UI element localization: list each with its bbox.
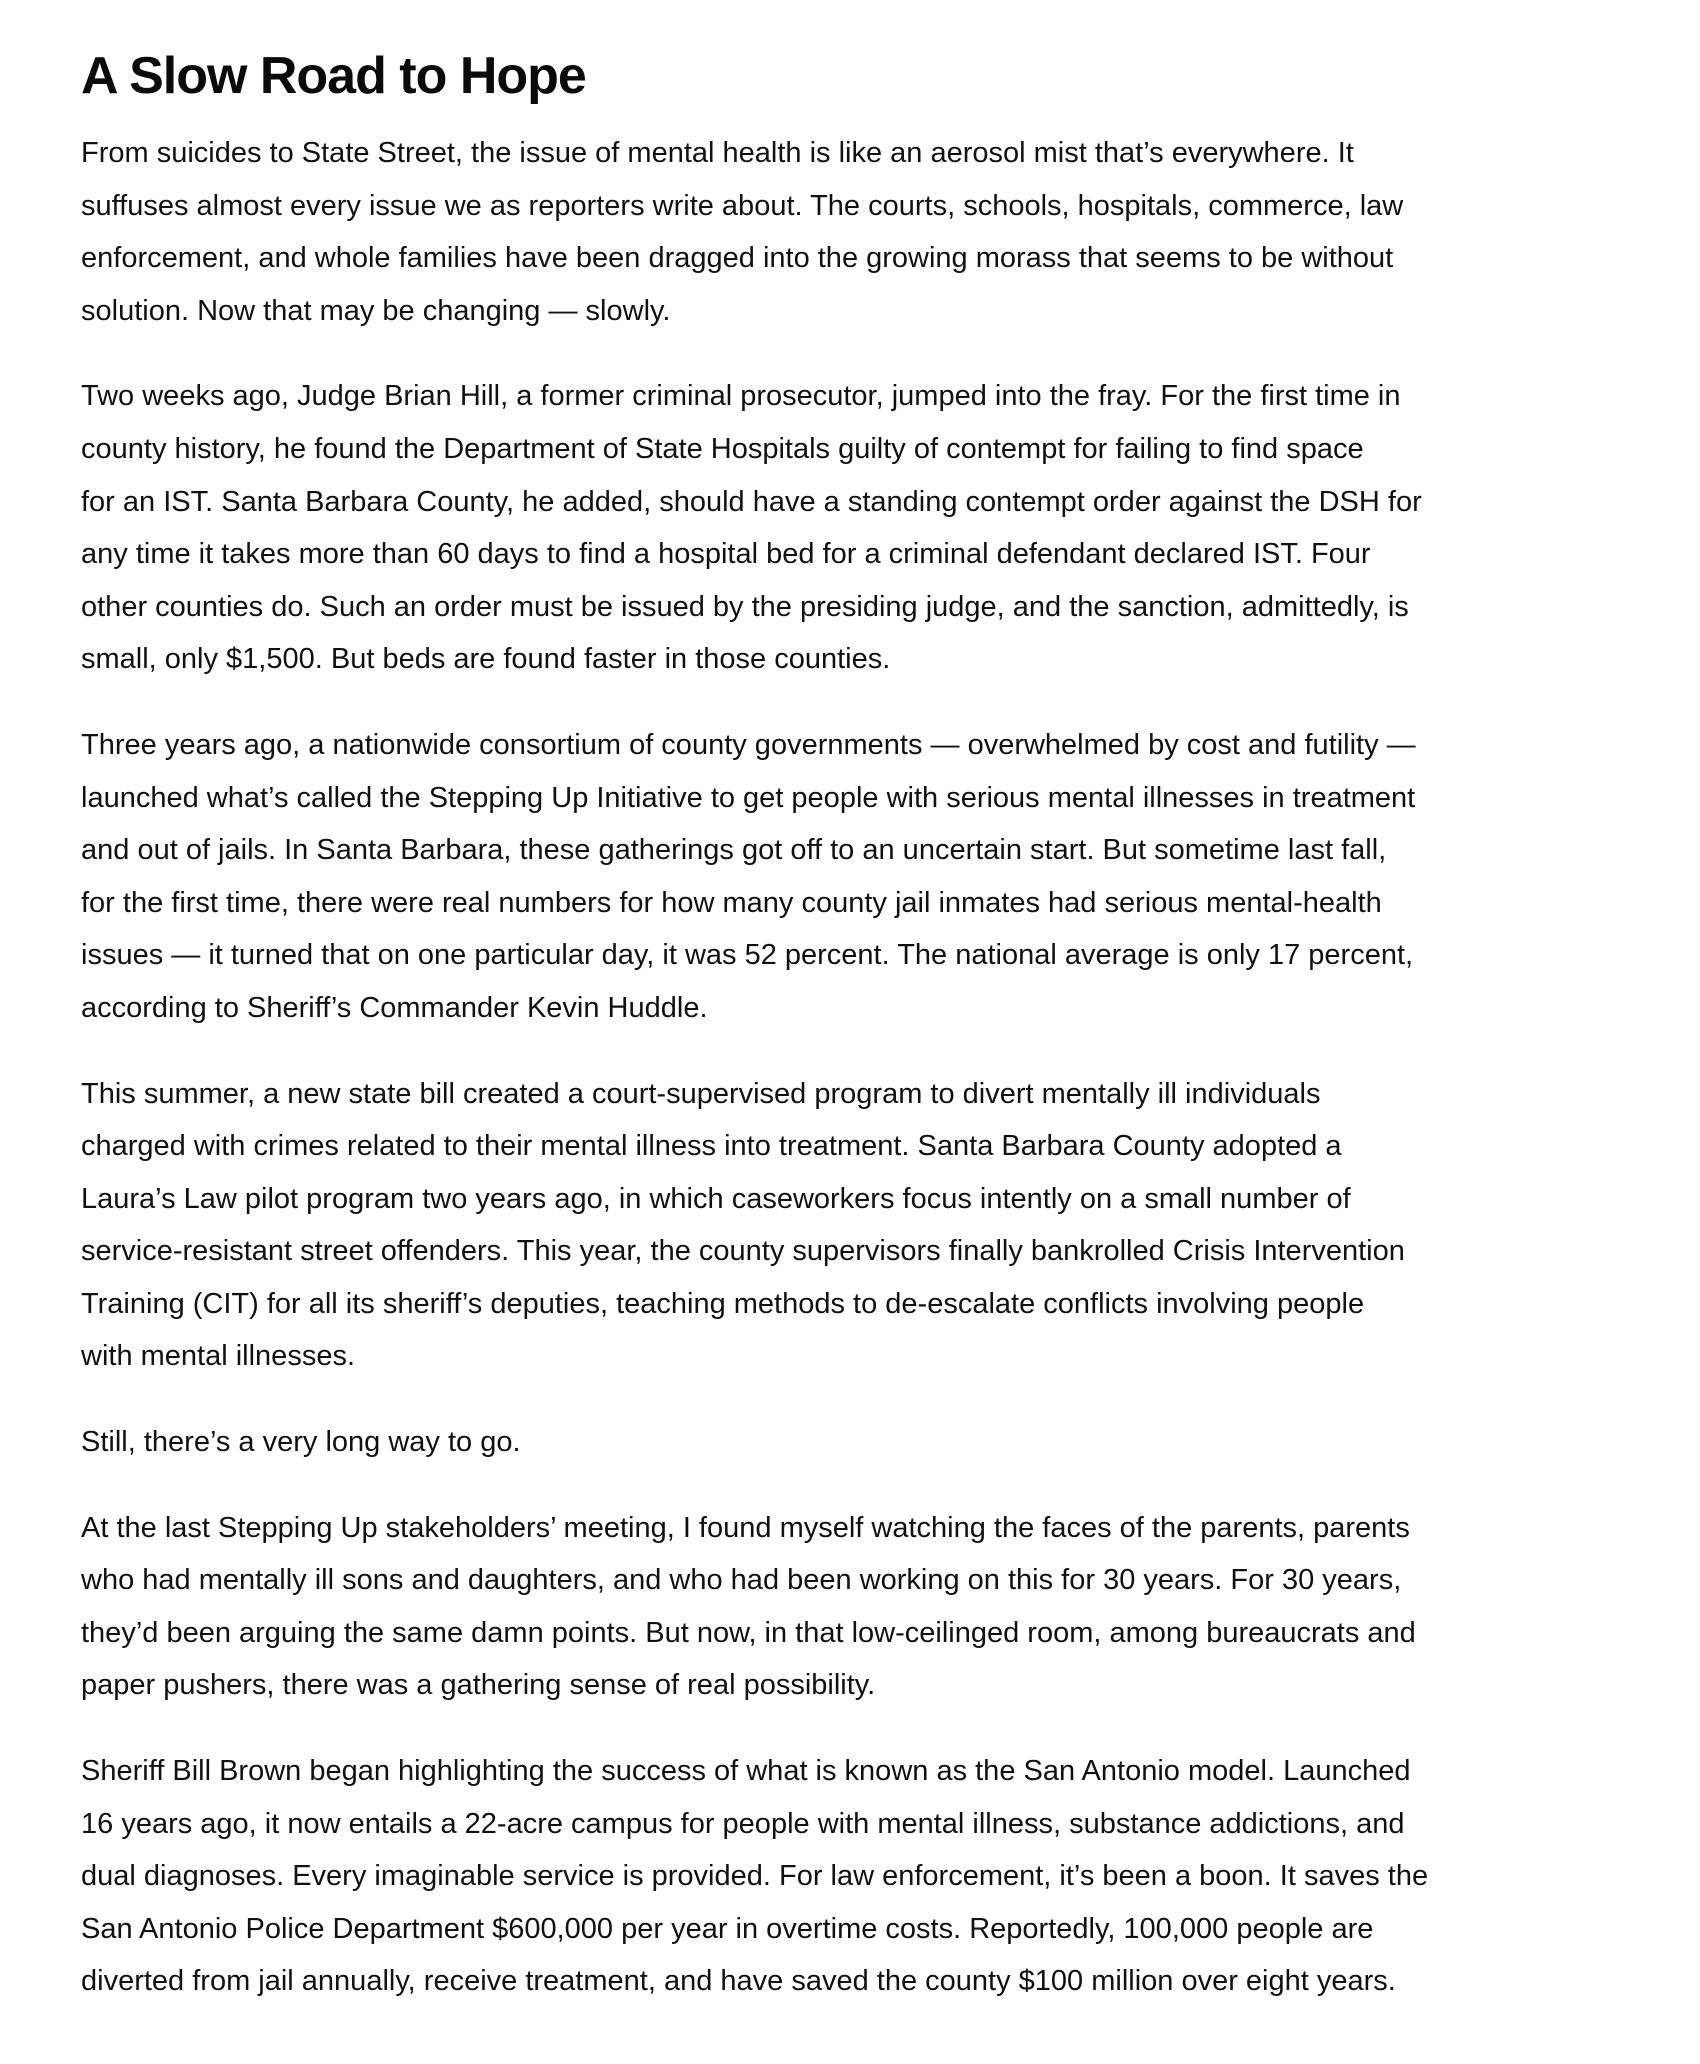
text-line: dual diagnoses. Every imaginable service is provided. For law enforcement, it’s been a boon. It saves the xyxy=(81,1860,1429,1893)
text-line: other counties do. Such an order must be issued by the presiding judge, and the sanction, admittedly, is xyxy=(81,590,1409,623)
text-line: for the first time, there were real numbers for how many county jail inmates had serious mental-health xyxy=(81,886,1382,919)
text-line: solution. Now that may be changing — slowly. xyxy=(81,294,671,327)
text-line: with mental illnesses. xyxy=(81,1340,355,1373)
text-line: they’d been arguing the same damn points. But now, in that low-ceilinged room, among bureaucrats and xyxy=(81,1616,1416,1649)
text-line: service-resistant street offenders. This year, the county supervisors finally bankrolled Crisis Intervention xyxy=(81,1235,1405,1268)
text-line: charged with crimes related to their mental illness into treatment. Santa Barbara County adopted a xyxy=(81,1130,1342,1163)
paragraph xyxy=(81,370,1641,686)
paragraph xyxy=(81,719,1641,1035)
text-line: Still, there’s a very long way to go. xyxy=(81,1426,521,1459)
text-line: issues — it turned that on one particular day, it was 52 percent. The national average is only 17 percent, xyxy=(81,939,1414,972)
paragraph xyxy=(81,1745,1641,2008)
paragraph xyxy=(81,1416,1641,1469)
text-line: enforcement, and whole families have been dragged into the growing morass that seems to be without xyxy=(81,242,1394,275)
text-line: for an IST. Santa Barbara County, he added, should have a standing contempt order against the DSH for xyxy=(81,485,1422,518)
text-line: launched what’s called the Stepping Up Initiative to get people with serious mental illnesses in treatment xyxy=(81,781,1416,814)
article-title: A Slow Road to Hope xyxy=(81,47,586,105)
text-line: San Antonio Police Department $600,000 per year in overtime costs. Reportedly, 100,000 people are xyxy=(81,1912,1374,1945)
text-line: Two weeks ago, Judge Brian Hill, a former criminal prosecutor, jumped into the fray. For the first time in xyxy=(81,380,1401,413)
paragraph xyxy=(81,1502,1641,1712)
text-line: according to Sheriff’s Commander Kevin Huddle. xyxy=(81,991,708,1024)
text-line: This summer, a new state bill created a court-supervised program to divert mentally ill individuals xyxy=(81,1077,1321,1110)
article xyxy=(81,46,1641,2041)
text-line: 16 years ago, it now entails a 22-acre campus for people with mental illness, substance addictions, and xyxy=(81,1807,1405,1840)
text-line: small, only $1,500. But beds are found faster in those counties. xyxy=(81,643,891,676)
text-line: who had mentally ill sons and daughters, and who had been working on this for 30 years. For 30 years, xyxy=(81,1564,1402,1597)
article-body xyxy=(81,127,1641,2008)
text-line: Laura’s Law pilot program two years ago, in which caseworkers focus intently on a small number of xyxy=(81,1182,1351,1215)
text-line: Three years ago, a nationwide consortium of county governments — overwhelmed by cost and futility — xyxy=(81,728,1416,761)
text-line: suffuses almost every issue we as reporters write about. The courts, schools, hospitals, commerce, law xyxy=(81,189,1404,222)
text-line: diverted from jail annually, receive treatment, and have saved the county $100 million over eight years. xyxy=(81,1965,1396,1998)
text-line: At the last Stepping Up stakeholders’ meeting, I found myself watching the faces of the parents, parents xyxy=(81,1511,1410,1544)
text-line: county history, he found the Department of State Hospitals guilty of contempt for failing to find space xyxy=(81,432,1364,465)
text-line: Training (CIT) for all its sheriff’s deputies, teaching methods to de-escalate conflicts involving people xyxy=(81,1287,1365,1320)
text-line: From suicides to State Street, the issue of mental health is like an aerosol mist that’s everywhere. It xyxy=(81,137,1354,169)
text-line: Sheriff Bill Brown began highlighting the success of what is known as the San Antonio model. Launched xyxy=(81,1755,1411,1788)
paragraph xyxy=(81,1068,1641,1384)
text-line: any time it takes more than 60 days to find a hospital bed for a criminal defendant declared IST. Four xyxy=(81,538,1371,571)
paragraph xyxy=(81,127,1641,337)
text-line: and out of jails. In Santa Barbara, these gatherings got off to an uncertain start. But sometime last fall, xyxy=(81,834,1387,867)
text-line: paper pushers, there was a gathering sense of real possibility. xyxy=(81,1669,876,1702)
